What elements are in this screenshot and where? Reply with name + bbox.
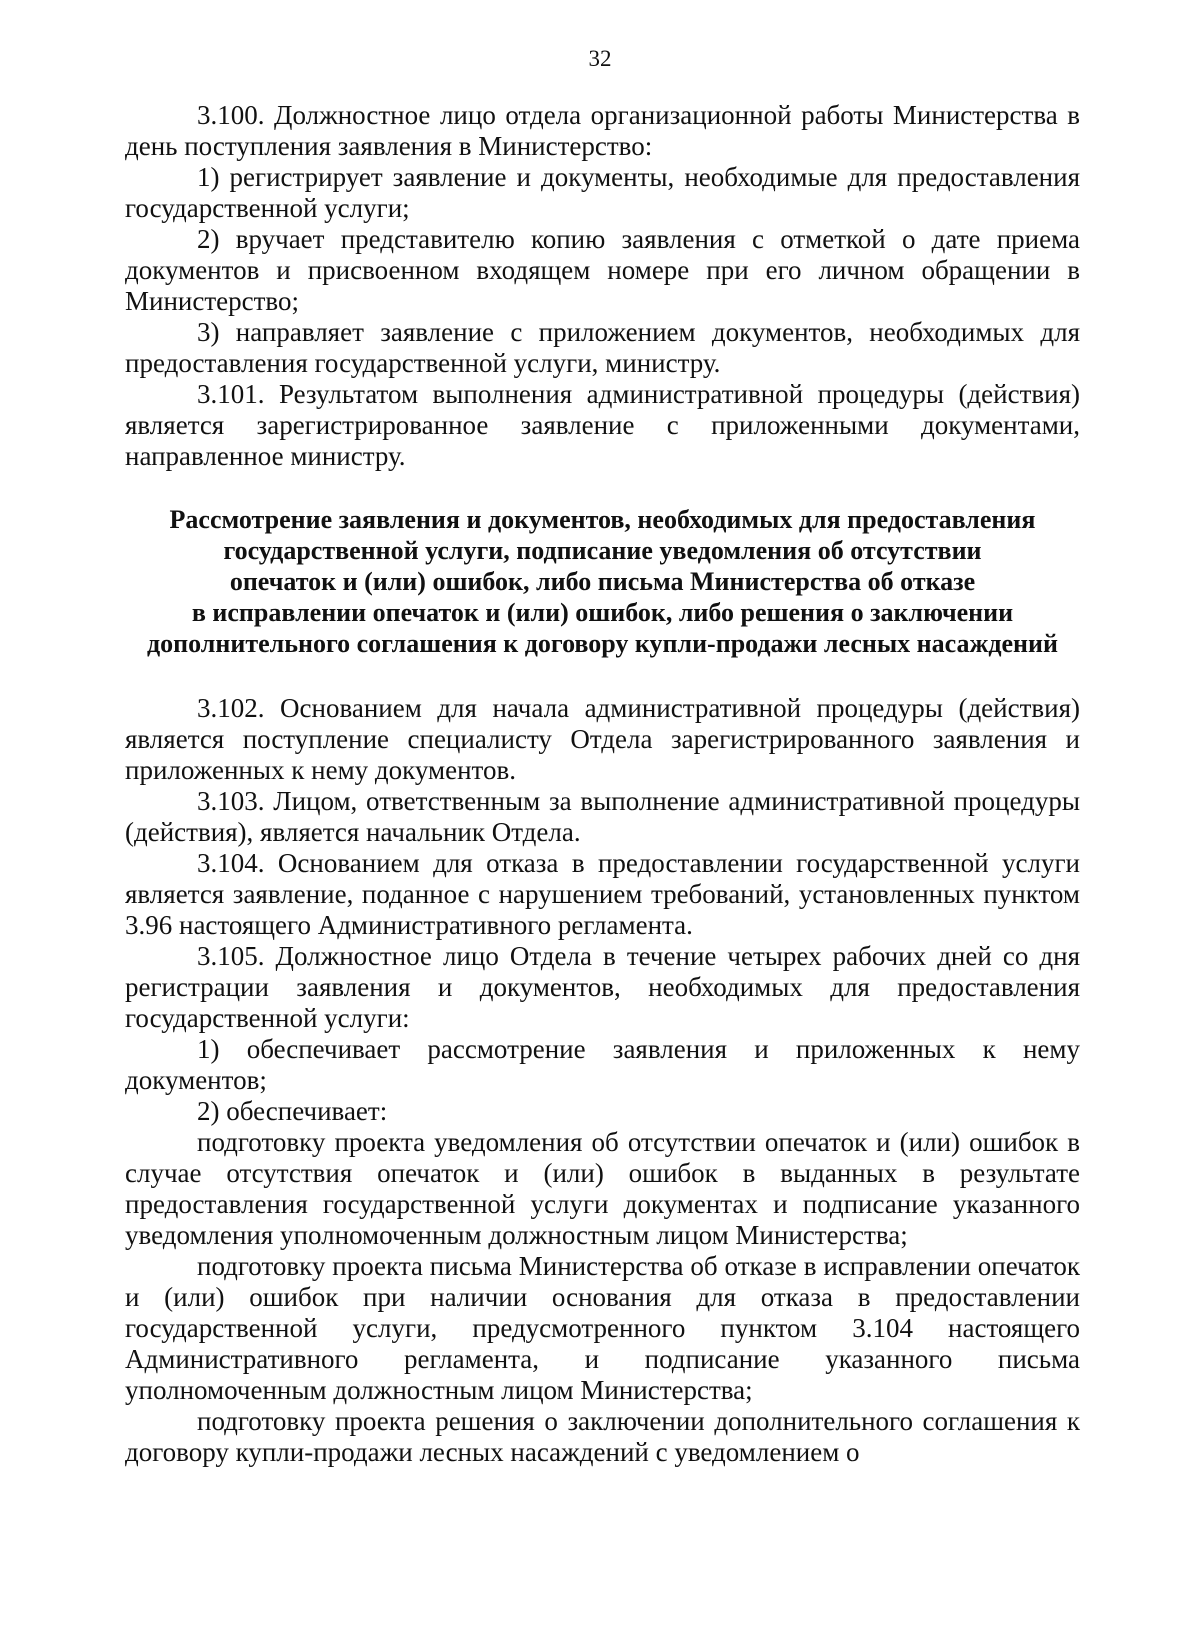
page-number: 32	[588, 46, 612, 71]
paragraph-3-101: 3.101. Результатом выполнения административной процедуры (действия) является зарегистрированное заявление с приложенными документами, направленное министру.	[125, 379, 1080, 471]
paragraph-3-100: 3.100. Должностное лицо отдела организационной работы Министерства в день поступления заявления в Министерство:	[125, 100, 1080, 161]
paragraph-3-105: 3.105. Должностное лицо Отдела в течение четырех рабочих дней со дня регистрации заявления и документов, необходимых для предоставления государственной услуги:	[125, 941, 1080, 1033]
section-heading	[125, 504, 1080, 659]
paragraph-3-103: 3.103. Лицом, ответственным за выполнение административной процедуры (действия), является начальник Отдела.	[125, 786, 1080, 847]
section-heading-line: государственной услуги, подписание уведомления об отсутствии	[223, 536, 982, 565]
list-item-2: 2) вручает представителю копию заявления с отметкой о дате приема документов и присвоенном входящем номере при его личном обращении в Министерство;	[125, 224, 1080, 316]
list-item-1: 1) обеспечивает рассмотрение заявления и приложенных к нему документов;	[125, 1034, 1080, 1095]
paragraph-3-104: 3.104. Основанием для отказа в предоставлении государственной услуги является заявление, поданное с нарушением требований, установленных пунктом 3.96 настоящего Административного регламента.	[125, 848, 1080, 940]
list-item-1: 1) регистрирует заявление и документы, необходимые для предоставления государственной услуги;	[125, 162, 1080, 223]
paragraph-3-102: 3.102. Основанием для начала административной процедуры (действия) является поступление специалисту Отдела зарегистрированного заявления и приложенных к нему документов.	[125, 693, 1080, 785]
section-heading-line: опечаток и (или) ошибок, либо письма Министерства об отказе	[229, 567, 976, 596]
section-heading-line: дополнительного соглашения к договору купли-продажи лесных насаждений	[147, 629, 1058, 658]
sub-item-additional-agreement: подготовку проекта решения о заключении дополнительного соглашения к договору купли-продажи лесных насаждений с уведомлением о	[125, 1406, 1080, 1467]
sub-item-notice: подготовку проекта уведомления об отсутствии опечаток и (или) ошибок в случае отсутствия опечаток и (или) ошибок в выданных в результате предоставления государственной услуги документах и подписание указанного уведомления уполномоченным должностным лицом Министерства;	[125, 1127, 1080, 1250]
list-item-2: 2) обеспечивает:	[197, 1096, 388, 1126]
section-heading-line: Рассмотрение заявления и документов, необходимых для предоставления	[169, 505, 1036, 534]
list-item-3: 3) направляет заявление с приложением документов, необходимых для предоставления государственной услуги, министру.	[125, 317, 1080, 378]
sub-item-refusal-letter: подготовку проекта письма Министерства об отказе в исправлении опечаток и (или) ошибок при наличии основания для отказа в предоставлении государственной услуги, предусмотренного пунктом 3.104 настоящего Административного регламента, и подписание указанного письма уполномоченным должностным лицом Министерства;	[125, 1251, 1080, 1405]
document-body	[125, 100, 1080, 1468]
section-heading-line: в исправлении опечаток и (или) ошибок, либо решения о заключении	[191, 598, 1014, 627]
